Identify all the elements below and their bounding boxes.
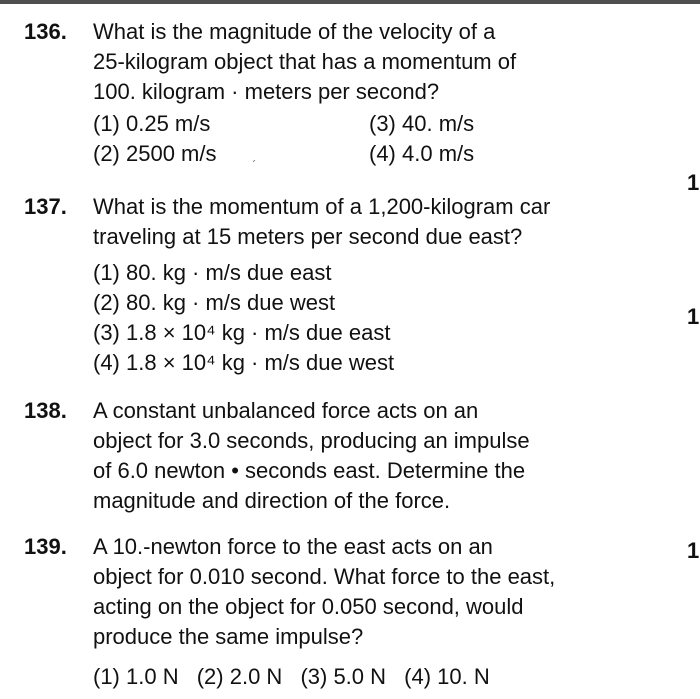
stem-line: 100. kilogram · meters per second? — [93, 79, 440, 104]
stem-line: of 6.0 newton • seconds east. Determine the — [93, 458, 526, 483]
stem-line: 25-kilogram object that has a momentum of — [93, 49, 517, 74]
stray-mark: ˊ — [252, 158, 256, 172]
answer-options — [93, 662, 660, 692]
stem-line: What is the magnitude of the velocity of a — [93, 19, 496, 44]
question-stem — [93, 17, 660, 107]
cropped-top-edge — [0, 0, 700, 4]
stem-line: A 10.-newton force to the east acts on an — [93, 534, 493, 559]
stem-line: object for 0.010 second. What force to the east, — [93, 564, 556, 589]
question-138 — [24, 396, 660, 516]
stem-line: object for 3.0 seconds, producing an impulse — [93, 428, 530, 453]
question-stem — [93, 532, 660, 652]
answer-option[interactable]: (1) 1.0 N — [93, 664, 179, 689]
margin-number: 1 — [687, 170, 700, 195]
question-stem — [93, 396, 660, 516]
answer-option[interactable]: (3) 5.0 N — [300, 664, 387, 689]
stem-line: magnitude and direction of the force. — [93, 488, 451, 513]
stem-line: A constant unbalanced force acts on an — [93, 398, 479, 423]
answer-option[interactable]: (1) 0.25 m/s — [93, 111, 211, 136]
question-number: 138. — [24, 398, 67, 423]
question-139 — [24, 532, 660, 692]
answer-option[interactable]: (4) 1.8 × 10⁴ kg · m/s due west — [93, 350, 395, 375]
answer-option[interactable]: (4) 4.0 m/s — [369, 141, 475, 166]
answer-option[interactable]: (1) 80. kg · m/s due east — [93, 260, 332, 285]
answer-options — [93, 109, 660, 169]
question-136 — [24, 17, 660, 169]
stem-line: traveling at 15 meters per second due east? — [93, 224, 523, 249]
margin-number: 1 — [687, 304, 700, 329]
question-stem — [93, 192, 660, 252]
question-number: 137. — [24, 194, 67, 219]
stem-line: produce the same impulse? — [93, 624, 364, 649]
answer-option[interactable]: (2) 80. kg · m/s due west — [93, 290, 336, 315]
question-137 — [24, 192, 660, 378]
answer-option[interactable]: (2) 2.0 N — [196, 664, 283, 689]
answer-options — [93, 258, 660, 378]
question-number: 139. — [24, 534, 67, 559]
margin-number: 1 — [687, 538, 700, 563]
answer-option[interactable]: (3) 1.8 × 10⁴ kg · m/s due east — [93, 320, 391, 345]
stem-line: acting on the object for 0.050 second, would — [93, 594, 524, 619]
answer-option[interactable]: (4) 10. N — [404, 664, 490, 689]
answer-option[interactable]: (2) 2500 m/s — [93, 141, 217, 166]
stem-line: What is the momentum of a 1,200-kilogram car — [93, 194, 551, 219]
answer-option[interactable]: (3) 40. m/s — [369, 111, 475, 136]
question-number: 136. — [24, 19, 67, 44]
